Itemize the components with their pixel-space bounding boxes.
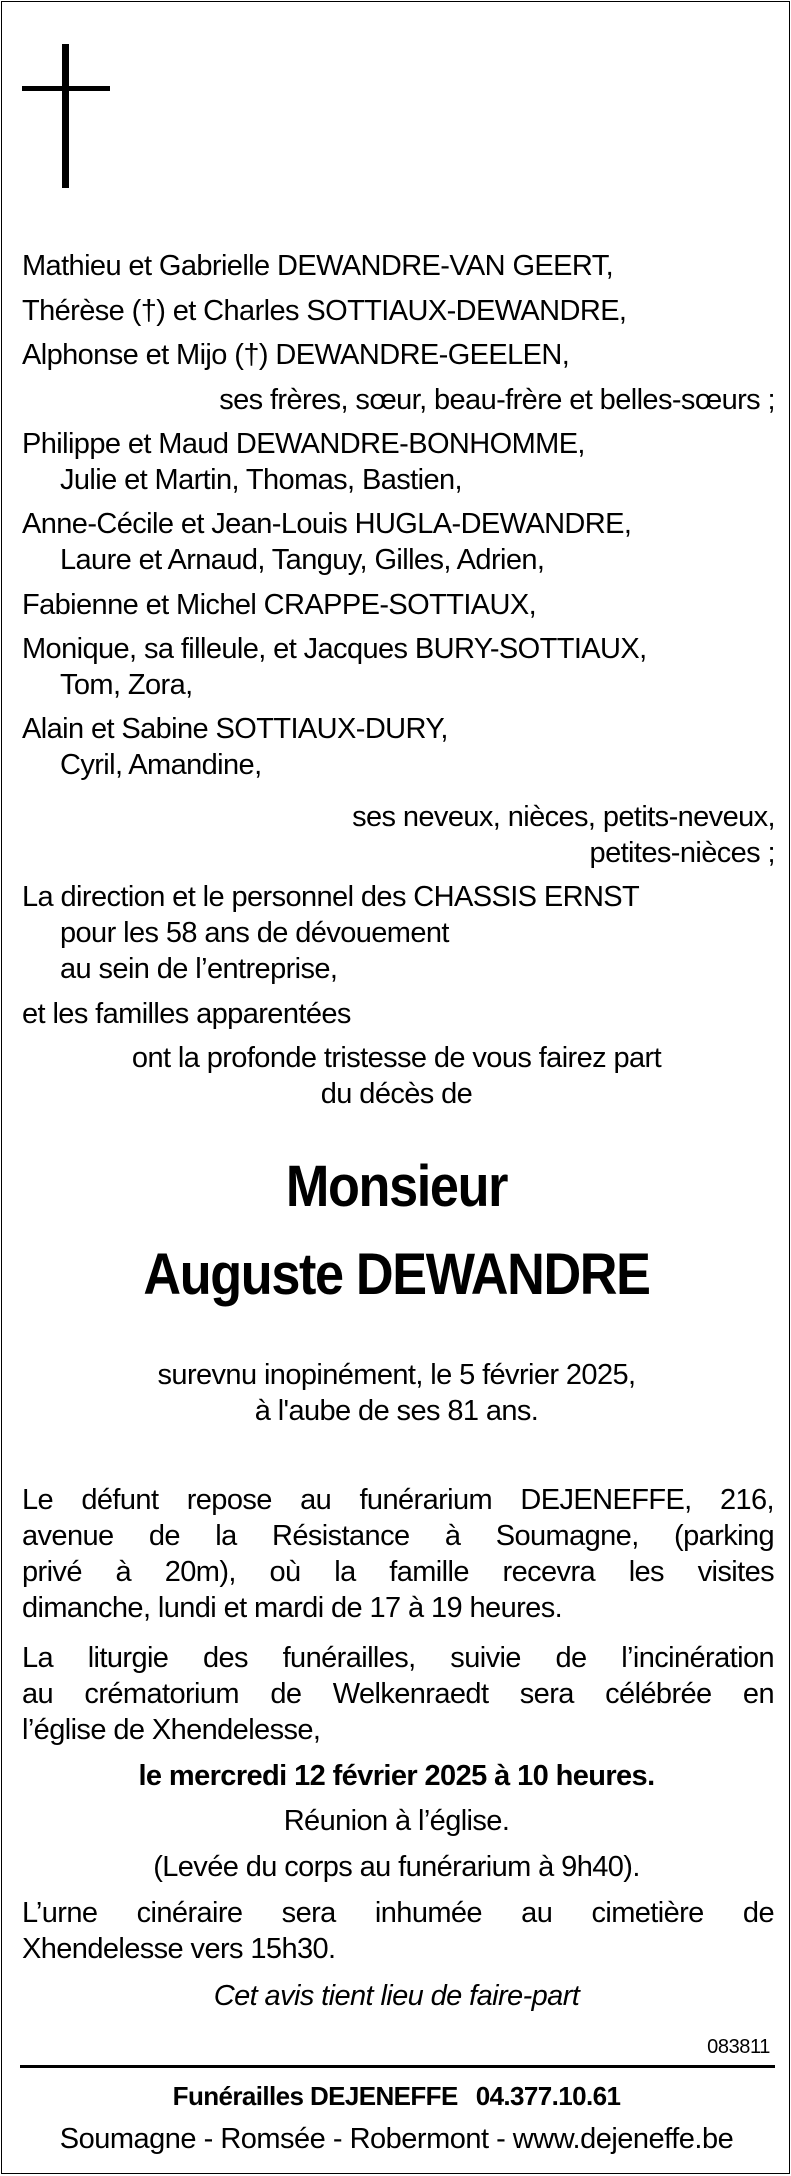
- family-line: Alphonse et Mijo (†) DEWANDRE-GEELEN,: [22, 339, 570, 371]
- funeral-home-name: Funérailles DEJENEFFE: [172, 2081, 458, 2111]
- family-line: La direction et le personnel des CHASSIS ERNST: [22, 881, 640, 913]
- info-line: dimanche, lundi et mardi de 17 à 19 heures.: [22, 1592, 563, 1624]
- info-line: avenue de la Résistance à Soumagne, (parking: [22, 1520, 774, 1552]
- death-line: à l'aube de ses 81 ans.: [254, 1395, 539, 1427]
- info-line: Réunion à l’église.: [283, 1805, 510, 1837]
- family-relation-line: petites-nièces ;: [589, 837, 775, 869]
- info-line: L’urne cinéraire sera inhumée au cimetière de: [22, 1897, 774, 1929]
- info-line: privé à 20m), où la famille recevra les visites: [22, 1556, 774, 1588]
- reference-number: 083811: [707, 2036, 770, 2058]
- cross-icon: [22, 44, 110, 188]
- info-line: La liturgie des funérailles, suivie de l’incinération: [22, 1642, 774, 1674]
- family-line: au sein de l’entreprise,: [60, 953, 338, 985]
- obituary-notice: [1, 1, 790, 2174]
- family-line: Alain et Sabine SOTTIAUX-DURY,: [22, 713, 448, 745]
- family-line: et les familles apparentées: [22, 998, 351, 1030]
- family-line: Laure et Arnaud, Tanguy, Gilles, Adrien,: [60, 544, 545, 576]
- funeral-home-locations: Soumagne - Romsée - Robermont - www.dejeneffe.be: [59, 2123, 734, 2155]
- family-line: Fabienne et Michel CRAPPE-SOTTIAUX,: [22, 589, 537, 621]
- funeral-home-phone: 04.377.10.61: [475, 2081, 621, 2111]
- notice-footer-note: Cet avis tient lieu de faire-part: [213, 1980, 580, 2012]
- family-relation-line: ses neveux, nièces, petits-neveux,: [352, 801, 775, 833]
- divider: [20, 2065, 775, 2068]
- announcement-line: du décès de: [320, 1078, 473, 1110]
- family-line: Julie et Martin, Thomas, Bastien,: [60, 464, 462, 496]
- info-line: Xhendelesse vers 15h30.: [22, 1933, 336, 1965]
- deceased-title: Monsieur: [285, 1154, 508, 1219]
- info-line: l’église de Xhendelesse,: [22, 1714, 321, 1746]
- deceased-name: Auguste DEWANDRE: [143, 1242, 650, 1307]
- family-line: Monique, sa filleule, et Jacques BURY-SOTTIAUX,: [22, 633, 647, 665]
- family-line: Philippe et Maud DEWANDRE-BONHOMME,: [22, 428, 585, 460]
- family-line: pour les 58 ans de dévouement: [60, 917, 449, 949]
- family-line: Anne-Cécile et Jean-Louis HUGLA-DEWANDRE,: [22, 508, 632, 540]
- death-line: surevnu inopinément, le 5 février 2025,: [157, 1359, 636, 1391]
- family-line: Mathieu et Gabrielle DEWANDRE-VAN GEERT,: [22, 250, 614, 282]
- info-line: Le défunt repose au funérarium DEJENEFFE, 216,: [22, 1484, 774, 1516]
- family-line: Thérèse (†) et Charles SOTTIAUX-DEWANDRE,: [22, 295, 627, 327]
- announcement-line: ont la profonde tristesse de vous fairez part: [131, 1042, 662, 1074]
- family-relation-line: ses frères, sœur, beau-frère et belles-sœurs ;: [219, 384, 775, 416]
- ceremony-date: le mercredi 12 février 2025 à 10 heures.: [138, 1760, 655, 1792]
- family-line: Cyril, Amandine,: [60, 749, 262, 781]
- info-line: au crématorium de Welkenraedt sera célébrée en: [22, 1678, 774, 1710]
- family-line: Tom, Zora,: [60, 669, 193, 701]
- info-line: (Levée du corps au funérarium à 9h40).: [153, 1851, 640, 1883]
- funeral-home-line: [2, 2080, 791, 2112]
